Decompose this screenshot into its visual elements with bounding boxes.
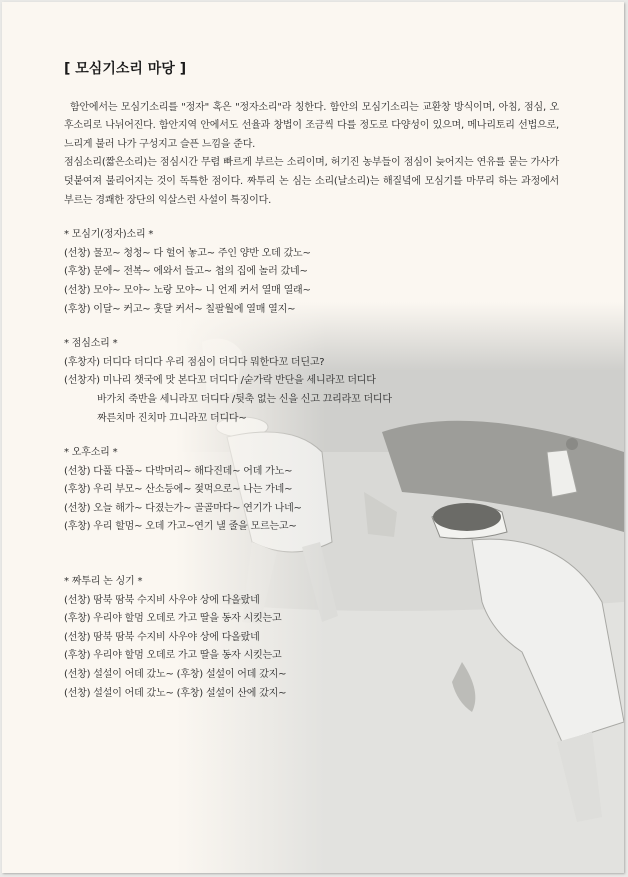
lyric-line: (선창) 물꼬~ 청청~ 다 헐어 놓고~ 주인 양반 오데 갔노~ xyxy=(64,247,311,259)
lyric-line: (후창) 이달~ 커고~ 훗달 커서~ 칠팔월에 열매 열지~ xyxy=(64,303,296,315)
lyric-line: (선창) 땀북 땀북 수지비 사우야 상에 다올랐네 xyxy=(64,594,260,606)
lyric-line: (선창자) 미나리 챗국에 맛 본다꼬 더디다 /숟가락 반단을 세니라꼬 더디다 xyxy=(64,375,376,387)
lyric-line: (선창) 땀북 땀북 수지비 사우야 상에 다올랐네 xyxy=(64,631,260,643)
lyric-line: (선창) 설설이 어데 갔노~ (후창) 설설이 산에 갔지~ xyxy=(64,687,287,699)
section-heading: * 모심기(정자)소리 * xyxy=(64,229,154,241)
section-jeomsim xyxy=(64,335,559,428)
page-title: [ 모심기소리 마당 ] xyxy=(64,61,187,77)
lyric-line: (후창) 우리야 할멈 오데로 가고 딸을 동자 시킷는고 xyxy=(64,650,282,662)
lyric-line: 짜른치마 진치마 끄니라꼬 더디다~ xyxy=(97,412,247,424)
section-ohu xyxy=(64,444,559,537)
lyric-line: (선창) 모야~ 모야~ 노랑 모야~ 니 언제 커서 열매 열래~ xyxy=(64,284,311,296)
lyric-line: 바가치 죽반을 세니라꼬 더디다 /뒷축 없는 신을 신고 끄리라꼬 더디다 xyxy=(97,393,392,405)
lyric-line: (후창자) 더디다 더디다 우리 점심이 더디다 뭐한다꼬 더딘고? xyxy=(64,356,325,368)
lyric-line: (후창) 문에~ 전복~ 에와서 들고~ 첩의 집에 놀러 갔네~ xyxy=(64,266,308,278)
section-mosimgi xyxy=(64,226,559,319)
intro-paragraph: 함안에서는 모심기소리를 "정자" 혹은 "정자소리"라 칭한다. 함안의 모심기소리는 교환창 방식이며, 아침, 점심, 오후소리로 나뉘어진다. 함안지역 안에서도 선율과 창법이 조금씩 다를 정도로 다양성이 있으며, 메나리토리 선법으로, 느리게 불러 나가 구성지고 슬픈 느낌을 준다. xyxy=(64,101,559,150)
lyric-line: (후창) 우리야 할멈 오데로 가고 딸을 동자 시킷는고 xyxy=(64,613,282,625)
lyric-line: (선창) 오늘 해가~ 다졌는가~ 골골마다~ 연기가 나네~ xyxy=(64,502,302,514)
text-content xyxy=(64,60,559,703)
lyric-line: (후창) 우리 할멈~ 오데 가고~연기 낼 줄을 모르는고~ xyxy=(64,521,297,533)
lyric-line: (선창) 설설이 어데 갔노~ (후창) 설설이 어데 갔지~ xyxy=(64,669,287,681)
lyric-line: (선창) 다풀 다풀~ 다박머리~ 해다진데~ 어데 가노~ xyxy=(64,465,293,477)
section-heading: * 짜투리 논 싱기 * xyxy=(64,576,143,588)
intro-paragraph: 점심소리(짧은소리)는 점심시간 무렵 빠르게 부르는 소리이며, 허기진 농부들이 점심이 늦어지는 연유를 묻는 가사가 덧붙여져 불리어지는 것이 독특한 점이다. 짜투리 논 심는 소리(날소리)는 해질녘에 모심기를 마무리 하는 과정에서 부르는 경쾌한 장단의 익살스런 사설이 특징이다. xyxy=(64,157,559,206)
lyric-line: (후창) 우리 부모~ 산소등에~ 젖먹으로~ 나는 가네~ xyxy=(64,484,293,496)
section-heading: * 오후소리 * xyxy=(64,447,118,459)
section-heading: * 점심소리 * xyxy=(64,338,118,350)
page xyxy=(2,2,624,873)
section-jjaturi xyxy=(64,573,559,703)
